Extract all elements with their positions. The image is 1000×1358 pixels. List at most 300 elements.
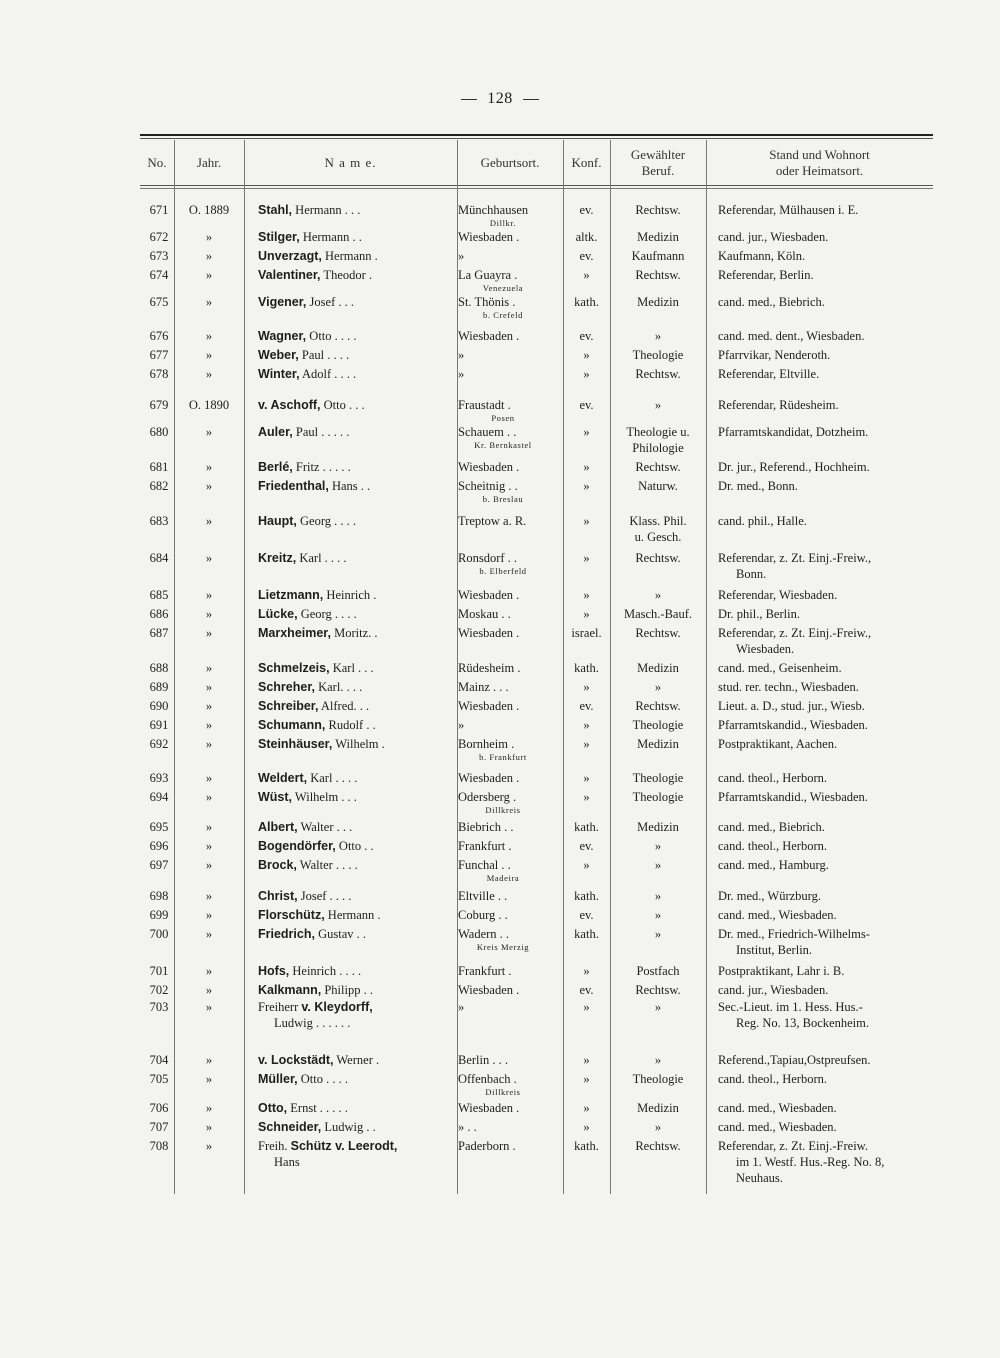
row-year: »	[205, 230, 213, 244]
row-number: 678	[149, 367, 169, 381]
row-name	[258, 587, 442, 603]
row-number: 703	[149, 1000, 169, 1014]
row-status-residence	[718, 1052, 933, 1068]
surname: Auler,	[258, 425, 293, 439]
status-continuation: Reg. No. 13, Bockenheim.	[736, 1016, 869, 1030]
profession: »	[654, 927, 662, 941]
profession: Kaufmann	[631, 249, 685, 263]
surname: Brock,	[258, 858, 297, 872]
birthplace: St. Thönis .	[458, 295, 516, 309]
row-year: »	[205, 460, 213, 474]
profession: Rechtsw.	[635, 367, 681, 381]
profession: Theologie u.	[626, 425, 690, 439]
row-name	[258, 513, 442, 529]
profession: Rechtsw.	[635, 268, 681, 282]
row-confession: ev.	[579, 398, 594, 412]
row-birthplace	[458, 926, 563, 952]
surname: Christ,	[258, 889, 298, 903]
row-confession: »	[583, 737, 590, 751]
row-confession: ev.	[579, 329, 594, 343]
row-profession	[610, 770, 706, 786]
profession: Medizin	[637, 295, 679, 309]
row-profession	[610, 857, 706, 873]
row-confession: »	[583, 551, 590, 565]
row-birthplace	[458, 982, 563, 998]
row-year: »	[205, 1120, 213, 1134]
birthplace: Fraustadt .	[458, 398, 511, 412]
row-confession: »	[583, 1101, 590, 1115]
row-name	[258, 819, 442, 835]
row-profession	[610, 907, 706, 923]
row-profession	[610, 513, 706, 545]
profession: Klass. Phil.	[629, 514, 687, 528]
surname: Wagner,	[258, 329, 307, 343]
profession: Rechtsw.	[635, 203, 681, 217]
row-birthplace	[458, 1138, 563, 1154]
header-beruf	[610, 140, 706, 185]
row-year: »	[205, 737, 213, 751]
row-year: »	[205, 329, 213, 343]
status-line: cand. theol., Herborn.	[718, 771, 827, 785]
row-status-residence	[718, 397, 933, 413]
row-name	[258, 926, 442, 942]
birthplace: Frankfurt .	[458, 839, 512, 853]
row-year: »	[205, 295, 213, 309]
row-name	[258, 838, 442, 854]
row-profession	[610, 587, 706, 603]
row-year: »	[205, 348, 213, 362]
row-confession: »	[583, 588, 590, 602]
row-birthplace	[458, 202, 563, 228]
table-top-rule	[140, 134, 933, 136]
row-name	[258, 606, 442, 622]
row-birthplace	[458, 328, 563, 344]
row-birthplace	[458, 294, 563, 320]
row-confession: »	[583, 607, 590, 621]
birthplace: Schauem . .	[458, 425, 517, 439]
status-continuation: Wiesbaden.	[736, 642, 795, 656]
row-status-residence	[718, 819, 933, 835]
row-confession: israel.	[571, 626, 602, 640]
row-number: 694	[149, 790, 169, 804]
status-line: Postpraktikant, Lahr i. B.	[718, 964, 845, 978]
surname: Otto,	[258, 1101, 288, 1115]
row-name	[258, 660, 442, 676]
status-line: Dr. phil., Berlin.	[718, 607, 800, 621]
status-line: Referendar, z. Zt. Einj.-Freiw.,	[718, 626, 872, 640]
given-name: Otto . . . .	[306, 329, 357, 343]
profession: Theologie	[632, 348, 684, 362]
profession: »	[654, 1000, 662, 1014]
row-birthplace	[458, 819, 563, 835]
row-profession	[610, 736, 706, 752]
row-status-residence	[718, 229, 933, 245]
row-birthplace	[458, 229, 563, 245]
header-stand-line1: Stand und Wohnort	[769, 146, 870, 162]
surname: v. Kleydorff,	[301, 1000, 373, 1014]
row-year: »	[205, 983, 213, 997]
row-confession: »	[583, 1000, 590, 1014]
profession: Rechtsw.	[635, 460, 681, 474]
row-status-residence	[718, 513, 933, 529]
row-birthplace	[458, 347, 563, 363]
birthplace: Offenbach .	[458, 1072, 517, 1086]
row-profession	[610, 698, 706, 714]
given-name: Josef . . .	[306, 295, 354, 309]
row-confession: kath.	[574, 820, 599, 834]
status-line: Lieut. a. D., stud. jur., Wiesb.	[718, 699, 865, 713]
given-name: Otto . . .	[320, 398, 365, 412]
row-name	[258, 982, 442, 998]
profession: Medizin	[637, 1101, 679, 1115]
row-name	[258, 625, 442, 641]
birthplace: Treptow a. R.	[458, 514, 527, 528]
birthplace: Münchhausen	[458, 203, 529, 217]
birthplace: Wiesbaden .	[458, 626, 520, 640]
name-prefix: Freiherr	[258, 1000, 302, 1014]
surname: Friedenthal,	[258, 479, 329, 493]
row-name	[258, 1138, 442, 1170]
row-status-residence	[718, 587, 933, 603]
row-number: 696	[149, 839, 169, 853]
given-name: Karl. . . .	[314, 680, 363, 694]
profession: Rechtsw.	[635, 551, 681, 565]
birthplace: Mainz . . .	[458, 680, 509, 694]
given-name: Paul . . . . .	[292, 425, 350, 439]
profession: Medizin	[637, 661, 679, 675]
surname: Stilger,	[258, 230, 300, 244]
row-profession	[610, 347, 706, 363]
given-name: Wilhelm . . .	[292, 790, 357, 804]
status-line: cand. med. dent., Wiesbaden.	[718, 329, 865, 343]
row-number: 699	[149, 908, 169, 922]
row-year: O. 1889	[188, 203, 230, 217]
status-continuation: Neuhaus.	[736, 1171, 783, 1185]
row-status-residence	[718, 606, 933, 622]
surname: Kalkmann,	[258, 983, 322, 997]
row-status-residence	[718, 625, 933, 657]
row-status-residence	[718, 888, 933, 904]
row-status-residence	[718, 202, 933, 218]
profession: »	[654, 908, 662, 922]
row-birthplace	[458, 397, 563, 423]
birthplace: Paderborn .	[458, 1139, 516, 1153]
surname: Berlé,	[258, 460, 293, 474]
surname: Schreher,	[258, 680, 315, 694]
birthplace: Bornheim .	[458, 737, 515, 751]
dash-right	[523, 99, 539, 100]
header-name: N a m e.	[324, 154, 377, 170]
given-name: Hans . .	[328, 479, 371, 493]
column-divider	[244, 140, 245, 1194]
row-birthplace	[458, 698, 563, 714]
row-birthplace	[458, 366, 563, 382]
birthplace: » . .	[458, 1120, 477, 1134]
row-confession: »	[583, 718, 590, 732]
row-year: »	[205, 1000, 213, 1014]
row-confession: kath.	[574, 661, 599, 675]
row-birthplace	[458, 550, 563, 576]
birthplace: Scheitnig . .	[458, 479, 518, 493]
row-confession: kath.	[574, 295, 599, 309]
row-confession: kath.	[574, 889, 599, 903]
surname: Bogendörfer,	[258, 839, 336, 853]
row-name	[258, 717, 442, 733]
row-birthplace	[458, 888, 563, 904]
surname: Albert,	[258, 820, 298, 834]
header-beruf-line2: Beruf.	[641, 162, 675, 178]
profession-continuation: u. Gesch.	[634, 530, 682, 544]
profession: Postfach	[636, 964, 680, 978]
row-profession	[610, 550, 706, 566]
row-status-residence	[718, 717, 933, 733]
row-number: 707	[149, 1120, 169, 1134]
status-line: Pfarramtskandidat, Dotzheim.	[718, 425, 869, 439]
status-line: Referend.,Tapiau,Ostpreufsen.	[718, 1053, 871, 1067]
row-profession	[610, 397, 706, 413]
surname: Lücke,	[258, 607, 298, 621]
row-status-residence	[718, 248, 933, 264]
surname: Unverzagt,	[258, 249, 322, 263]
row-number: 682	[149, 479, 169, 493]
row-birthplace	[458, 838, 563, 854]
row-confession: »	[583, 367, 590, 381]
row-birthplace	[458, 248, 563, 264]
status-continuation: im 1. Westf. Hus.-Reg. No. 8,	[736, 1155, 885, 1169]
profession: Theologie	[632, 790, 684, 804]
birthplace: Wiesbaden .	[458, 329, 520, 343]
row-birthplace	[458, 963, 563, 979]
profession: »	[654, 398, 662, 412]
header-rule-thin	[140, 188, 933, 189]
given-name: Werner .	[333, 1053, 380, 1067]
row-profession	[610, 248, 706, 264]
birthplace: Ronsdorf . .	[458, 551, 518, 565]
row-status-residence	[718, 550, 933, 582]
status-line: cand. theol., Herborn.	[718, 1072, 827, 1086]
status-line: cand. jur., Wiesbaden.	[718, 983, 829, 997]
birthplace-region: b. Breslau	[482, 494, 524, 504]
row-number: 683	[149, 514, 169, 528]
profession: Medizin	[637, 230, 679, 244]
status-line: Dr. jur., Referend., Hochheim.	[718, 460, 870, 474]
row-status-residence	[718, 982, 933, 998]
row-number: 688	[149, 661, 169, 675]
row-confession: »	[583, 348, 590, 362]
row-status-residence	[718, 907, 933, 923]
birthplace-region: Dillkr.	[489, 218, 517, 228]
row-birthplace	[458, 1119, 563, 1135]
row-year: »	[205, 790, 213, 804]
birthplace: »	[458, 367, 465, 381]
row-confession: »	[583, 460, 590, 474]
row-status-residence	[718, 459, 933, 475]
status-line: cand. phil., Halle.	[718, 514, 807, 528]
profession: »	[654, 588, 662, 602]
row-profession	[610, 294, 706, 310]
status-line: Referendar, Mülhausen i. E.	[718, 203, 859, 217]
row-year: »	[205, 927, 213, 941]
birthplace: Wadern . .	[458, 927, 510, 941]
status-line: Pfarramtskandid., Wiesbaden.	[718, 790, 868, 804]
row-status-residence	[718, 679, 933, 695]
row-name	[258, 770, 442, 786]
row-profession	[610, 1100, 706, 1116]
header-beruf-line1: Gewählter	[630, 146, 686, 162]
birthplace: Wiesbaden .	[458, 460, 520, 474]
row-name	[258, 424, 442, 440]
profession: Rechtsw.	[635, 1139, 681, 1153]
row-name	[258, 229, 442, 245]
row-name	[258, 328, 442, 344]
row-profession	[610, 366, 706, 382]
status-line: cand. theol., Herborn.	[718, 839, 827, 853]
row-name	[258, 1100, 442, 1116]
dash-left	[461, 99, 477, 100]
row-profession	[610, 789, 706, 805]
row-confession: »	[583, 790, 590, 804]
page-number-line	[0, 90, 1000, 108]
surname: Haupt,	[258, 514, 297, 528]
birthplace: »	[458, 249, 465, 263]
birthplace: Wiesbaden .	[458, 771, 520, 785]
row-number: 674	[149, 268, 169, 282]
birthplace-region: Madeira	[486, 873, 520, 883]
row-confession: »	[583, 1072, 590, 1086]
profession: Medizin	[637, 820, 679, 834]
birthplace: Eltville . .	[458, 889, 508, 903]
row-birthplace	[458, 513, 563, 529]
row-birthplace	[458, 1071, 563, 1097]
surname: Stahl,	[258, 203, 293, 217]
given-name: Heinrich .	[323, 588, 377, 602]
row-profession	[610, 1071, 706, 1087]
status-line: Referendar, Berlin.	[718, 268, 814, 282]
row-number: 676	[149, 329, 169, 343]
birthplace: Wiesbaden .	[458, 699, 520, 713]
row-birthplace	[458, 587, 563, 603]
given-name: Paul . . . .	[298, 348, 350, 362]
row-status-residence	[718, 478, 933, 494]
row-confession: ev.	[579, 983, 594, 997]
table-top-rule-thin	[140, 138, 933, 139]
row-birthplace	[458, 1100, 563, 1116]
birthplace-region: b. Elberfeld	[479, 566, 527, 576]
profession: »	[654, 858, 662, 872]
row-confession: »	[583, 514, 590, 528]
birthplace: Rüdesheim .	[458, 661, 521, 675]
row-profession	[610, 926, 706, 942]
row-confession: »	[583, 771, 590, 785]
header-jahr: Jahr.	[196, 154, 222, 170]
header-no: No.	[147, 154, 167, 170]
birthplace: Biebrich . .	[458, 820, 514, 834]
given-name: Gustav . .	[314, 927, 367, 941]
surname: Steinhäuser,	[258, 737, 333, 751]
row-confession: »	[583, 1053, 590, 1067]
row-year: »	[205, 268, 213, 282]
row-status-residence	[718, 294, 933, 310]
row-number: 698	[149, 889, 169, 903]
row-status-residence	[718, 660, 933, 676]
row-name	[258, 736, 442, 752]
given-name: Karl . . .	[329, 661, 374, 675]
row-number: 685	[149, 588, 169, 602]
row-profession	[610, 267, 706, 283]
status-line: cand. med., Biebrich.	[718, 295, 825, 309]
birthplace: Odersberg .	[458, 790, 517, 804]
surname: Hofs,	[258, 964, 290, 978]
row-confession: »	[583, 1120, 590, 1134]
status-line: Pfarrvikar, Nenderoth.	[718, 348, 831, 362]
profession: »	[654, 329, 662, 343]
given-name: Ernst . . . . .	[287, 1101, 348, 1115]
profession: Masch.-Bauf.	[623, 607, 693, 621]
row-profession	[610, 888, 706, 904]
profession: Rechtsw.	[635, 983, 681, 997]
status-line: Postpraktikant, Aachen.	[718, 737, 838, 751]
row-number: 680	[149, 425, 169, 439]
row-profession	[610, 1119, 706, 1135]
header-stand	[706, 140, 933, 185]
status-line: stud. rer. techn., Wiesbaden.	[718, 680, 859, 694]
profession-continuation: Philologie	[632, 441, 684, 455]
row-status-residence	[718, 963, 933, 979]
given-name: Hermann . . .	[292, 203, 361, 217]
row-name	[258, 397, 442, 413]
birthplace: Coburg . .	[458, 908, 508, 922]
row-profession	[610, 660, 706, 676]
row-number: 679	[149, 398, 169, 412]
row-status-residence	[718, 1100, 933, 1116]
row-confession: kath.	[574, 927, 599, 941]
row-confession: »	[583, 964, 590, 978]
surname: v. Lockstädt,	[258, 1053, 334, 1067]
given-name: Wilhelm .	[332, 737, 385, 751]
row-birthplace	[458, 459, 563, 475]
row-birthplace	[458, 736, 563, 762]
row-status-residence	[718, 347, 933, 363]
surname: Kreitz,	[258, 551, 297, 565]
row-year: »	[205, 839, 213, 853]
row-number: 671	[149, 203, 169, 217]
row-year: »	[205, 551, 213, 565]
row-confession: »	[583, 858, 590, 872]
status-line: cand. med., Wiesbaden.	[718, 1120, 837, 1134]
row-year: »	[205, 699, 213, 713]
row-number: 700	[149, 927, 169, 941]
name-continuation: Hans	[274, 1155, 300, 1169]
row-name	[258, 366, 442, 382]
row-profession	[610, 679, 706, 695]
row-birthplace	[458, 857, 563, 883]
row-birthplace	[458, 267, 563, 293]
row-year: »	[205, 889, 213, 903]
row-profession	[610, 1052, 706, 1068]
given-name: Josef . . . .	[297, 889, 352, 903]
given-name: Walter . . . .	[296, 858, 358, 872]
row-year: »	[205, 1139, 213, 1153]
status-line: Sec.-Lieut. im 1. Hess. Hus.-	[718, 1000, 863, 1014]
row-profession	[610, 982, 706, 998]
profession: Medizin	[637, 737, 679, 751]
row-year: »	[205, 820, 213, 834]
row-name	[258, 478, 442, 494]
given-name: Moritz. .	[330, 626, 378, 640]
row-confession: ev.	[579, 839, 594, 853]
birthplace-region: Kreis Merzig	[476, 942, 530, 952]
birthplace-region: Posen	[491, 413, 515, 423]
